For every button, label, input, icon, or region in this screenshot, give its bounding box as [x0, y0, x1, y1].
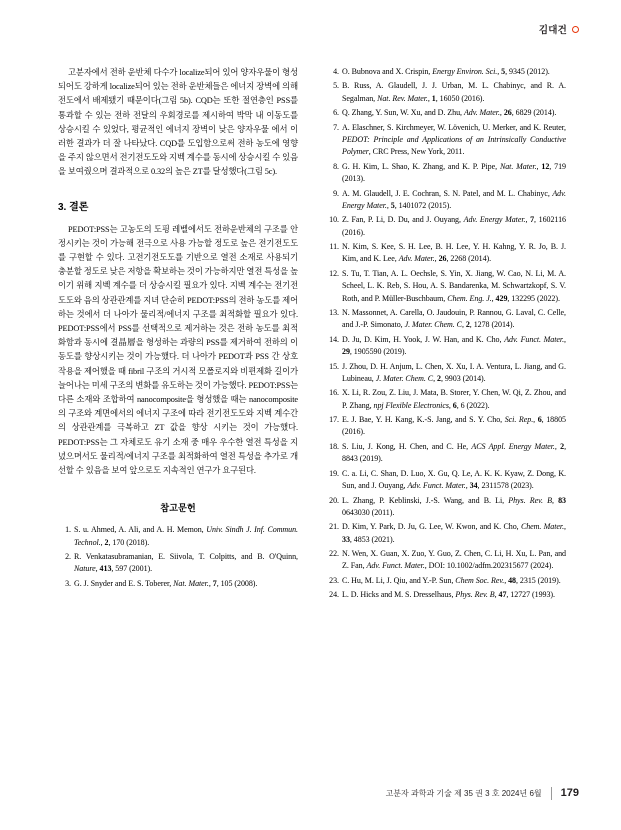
- reference-text: D. Ju, D. Kim, H. Yook, J. W. Han, and K. Cho, Adv. Funct. Mater., 29, 1905590 (2019).: [342, 334, 566, 357]
- reference-number: 3.: [65, 578, 71, 588]
- reference-item: [326, 241, 566, 266]
- reference-text: O. Bubnova and X. Crispin, Energy Environ. Sci., 5, 9345 (2012).: [342, 67, 550, 76]
- reference-text: N. Wen, X. Guan, X. Zuo, Y. Guo, Z. Chen, C. Li, H. Xu, L. Pan, and Z. Fan, Adv. Funct. Mater., DOI: 10.1002/adfm.202315677 (2024).: [342, 549, 566, 571]
- reference-text: S. u. Ahmed, A. Ali, and A. H. Memon, Univ. Sindh J. Inf. Commun. Technol., 2, 170 (2018).: [74, 525, 298, 547]
- reference-number: 1.: [65, 525, 71, 535]
- reference-number: 20.: [329, 495, 339, 505]
- reference-item: [326, 361, 566, 386]
- reference-text: N. Massonnet, A. Carella, O. Jaudouin, P. Rannou, G. Laval, C. Celle, and J.-P. Simonato, J. Mater. Chem. C, 2, 1278 (2014).: [342, 308, 566, 330]
- reference-item: [326, 495, 566, 520]
- page-footer: [58, 787, 579, 800]
- reference-list-right: [326, 66, 566, 602]
- footer-journal-info: 고분자 과학과 기술 제 35 권 3 호 2024년 6월: [385, 789, 542, 798]
- reference-text: Z. Fan, P. Li, D. Du, and J. Ouyang, Adv. Energy Mater., 7, 1602116 (2016).: [342, 215, 566, 237]
- reference-text: D. Kim, Y. Park, D. Ju, G. Lee, W. Kwon, and K. Cho, Chem. Mater., 33, 4853 (2021).: [342, 522, 566, 544]
- reference-item: [326, 548, 566, 573]
- reference-text: R. Venkatasubramanian, E. Siivola, T. Colpitts, and B. O'Quinn, Nature, 413, 597 (2001).: [74, 552, 298, 574]
- reference-item: [326, 307, 566, 332]
- reference-item: [326, 214, 566, 239]
- reference-text: L. Zhang, P. Keblinski, J.-S. Wang, and B. Li, Phys. Rev. B, 83 0643030 (2011).: [342, 495, 567, 517]
- reference-item: [326, 66, 566, 78]
- reference-text: N. Kim, S. Kee, S. H. Lee, B. H. Lee, Y. H. Kahng, Y. R. Jo, B. J. Kim, and K. Lee, Adv. Mater., 26, 2268 (2014).: [342, 242, 566, 264]
- reference-number: 14.: [329, 334, 339, 344]
- intro-paragraph: 고분자에서 전하 운반체 다수가 localize되어 있어 양자우물이 형성되어도 강하게 localize되어 있는 전하 운반체들은 에너지 장벽에 의해 전도에서 배제됐기 때문이다(그림 5b). CQD는 또한 절연층인 PSS를 통과할 수 있는 전하 전달의 우회경로를 제시하여 박막 내 이동도를 상승시킬 수 있었다, 평균적인 에너지 장벽이 낮은 양자우물 에서 이러한 결과가 더 잘 나타났다. CQD를 도입함으로써 전하 농도에 영향을 주지 않으면서 전기전도도와 지벡 계수를 동시에 상승시킬 수 있음을 보여줬으며 결과적으로 0.32의 높은 ZT를 달성했다(그림 5c).: [58, 68, 298, 177]
- reference-text: G. J. Snyder and E. S. Toberer, Nat. Mater., 7, 105 (2008).: [74, 578, 258, 588]
- reference-text: J. Zhou, D. H. Anjum, L. Chen, X. Xu, I. A. Ventura, L. Jiang, and G. Lubineau, J. Mater. Chem. C, 2, 9903 (2014).: [342, 361, 566, 383]
- reference-item: [326, 575, 566, 587]
- reference-item: [326, 107, 566, 119]
- reference-text: C. Hu, M. Li, J. Qiu, and Y.-P. Sun, Chem Soc. Rev., 48, 2315 (2019).: [342, 575, 561, 585]
- reference-item: [326, 122, 566, 159]
- running-header: [539, 22, 579, 36]
- two-column-body: [58, 66, 566, 604]
- reference-item: [326, 334, 566, 359]
- reference-item: [58, 551, 298, 576]
- reference-number: 18.: [329, 441, 339, 451]
- reference-item: [58, 524, 298, 549]
- circle-marker-icon: [572, 26, 579, 33]
- reference-item: [326, 521, 566, 546]
- reference-number: 16.: [329, 388, 339, 398]
- reference-number: 6.: [333, 108, 339, 118]
- reference-list-left: [58, 524, 298, 590]
- references-heading: 참고문헌: [160, 503, 196, 514]
- reference-text: X. Li, R. Zou, Z. Liu, J. Mata, B. Storer, Y. Chen, W. Qi, Z. Zhou, and P. Zhang, npj Flexible Electronics, 6, 6 (2022).: [342, 388, 566, 410]
- reference-text: S. Liu, J. Kong, H. Chen, and C. He, ACS Appl. Energy Mater., 2, 8843 (2019).: [342, 441, 567, 464]
- reference-text: A. M. Glaudell, J. E. Cochran, S. N. Patel, and M. L. Chabinyc, Adv. Energy Mater., 5, 1401072 (2015).: [342, 188, 566, 210]
- reference-item: [326, 589, 566, 601]
- reference-item: [326, 387, 566, 412]
- page-number: 179: [560, 787, 579, 799]
- reference-number: 8.: [333, 161, 339, 171]
- reference-number: 4.: [333, 67, 339, 76]
- reference-number: 2.: [65, 552, 71, 562]
- reference-item: [326, 414, 566, 439]
- reference-number: 22.: [329, 549, 339, 559]
- reference-number: 23.: [329, 575, 339, 585]
- reference-number: 17.: [329, 415, 339, 425]
- reference-number: 11.: [329, 242, 339, 252]
- reference-number: 15.: [329, 361, 339, 371]
- reference-item: [326, 468, 566, 493]
- reference-item: [326, 161, 566, 186]
- section-heading-conclusion: 3. 결론: [58, 201, 89, 213]
- reference-text: G. H. Kim, L. Shao, K. Zhang, and K. P. Pipe, Nat. Mater., 12, 719 (2013).: [342, 161, 566, 184]
- reference-text: L. D. Hicks and M. S. Dresselhaus, Phys. Rev. B, 47, 12727 (1993).: [342, 590, 555, 600]
- reference-item: [326, 80, 566, 105]
- reference-text: B. Russ, A. Glaudell, J. J. Urban, M. L. Chabinyc, and R. A. Segalman, Nat. Rev. Mater., 1, 16050 (2016).: [342, 81, 566, 103]
- reference-item: [326, 268, 566, 305]
- reference-text: C. a. Li, C. Shan, D. Luo, X. Gu, Q. Le, A. K. K. Kyaw, Z. Dong, K. Sun, and J. Ouyang, Adv. Funct. Mater., 34, 2311578 (2023).: [342, 468, 566, 491]
- reference-number: 10.: [329, 215, 339, 225]
- conclusion-paragraph: PEDOT:PSS는 고농도의 도핑 레벨에서도 전하운반체의 구조를 안정시키는 것이 가능해 전극으로 사용 가능할 정도로 높은 전기전도도를 구현할 수 있다. 고전기전도도를 기반으로 열전 소재로 사용되기 충분할 정도로 낮은 저항을 확보하는 것이 가능하지만 열전 특성을 높이기 위해 지벡 계수를 더 상승시킬 필요가 있다. 지벡 계수는 전기전도도와 음의 상관관계를 지녀 단순히 PEDOT:PSS의 전하 농도를 제어하는 것에서 더 나아가 물리적/에너지 구조를 최적화할 필요가 있다. PEDOT:PSS에서 PSS를 선택적으로 제거하는 것은 전하 농도를 최적화함과 동시에 결晶層을 형성하는 과량의 PSS를 제거하여 전하의 이동도를 향상시키는 것이 가능했다. 더 나아가 PEDOT과 PSS 간 상호작용을 제어했을 때 fibril 구조의 거시적 모폴로지와 비편제화 길이가 늘어나는 미세 구조의 변화를 유도하는 것이 가능했다. PEDOT:PSS는 다른 소재와 조합하여 nanocomposite을 형성했을 때는 nanocomposite의 구조와 계면에서의 에너지 구조에 따라 전기전도도와 지벡 계수간의 상관관계를 극복하고 ZT 값을 향상 시키는 것이 가능했다. PEDOT:PSS는 그 자체로도 유기 소재 중 매우 우수한 열전 특성을 지녔으며서도 물리적/에너지 구조를 최적화하여 열전 특성을 추가로 개선할 수 있음을 보여 앞으로도 지속적인 연구가 요구된다.: [58, 224, 298, 476]
- reference-text: A. Elaschner, S. Kirchmeyer, W. Lövenich, U. Merker, and K. Reuter, PEDOT: Principle and Applications of an Intrinsically Conductive Polymer, CRC Press, New York, 2011.: [342, 122, 566, 157]
- reference-text: Q. Zhang, Y. Sun, W. Xu, and D. Zhu, Adv. Mater., 26, 6829 (2014).: [342, 108, 557, 118]
- left-column: [58, 66, 298, 604]
- reference-number: 5.: [333, 81, 339, 91]
- reference-number: 12.: [329, 268, 339, 278]
- reference-number: 7.: [333, 122, 339, 132]
- reference-number: 13.: [329, 308, 339, 318]
- right-column: [326, 66, 566, 604]
- reference-number: 24.: [329, 590, 339, 600]
- reference-number: 21.: [329, 522, 339, 532]
- reference-number: 9.: [333, 188, 339, 198]
- header-author-name: 김대건: [538, 25, 567, 36]
- reference-text: S. Tu, T. Tian, A. L. Oechsle, S. Yin, X. Jiang, W. Cao, N. Li, M. A. Scheel, L. K. Reb, S. Hou, A. S. Bandarenka, M. Schwartzkopf, S. V. Roth, and P. Müller-Buschbaum, Chem. Eng. J., 429, 132295 (2022).: [342, 268, 566, 303]
- reference-number: 19.: [329, 468, 339, 478]
- footer-divider: [551, 787, 552, 800]
- reference-item: [326, 441, 566, 466]
- reference-text: E. J. Bae, Y. H. Kang, K.-S. Jang, and S. Y. Cho, Sci. Rep., 6, 18805 (2016).: [342, 415, 566, 437]
- reference-item: [326, 188, 566, 213]
- reference-item: [58, 578, 298, 590]
